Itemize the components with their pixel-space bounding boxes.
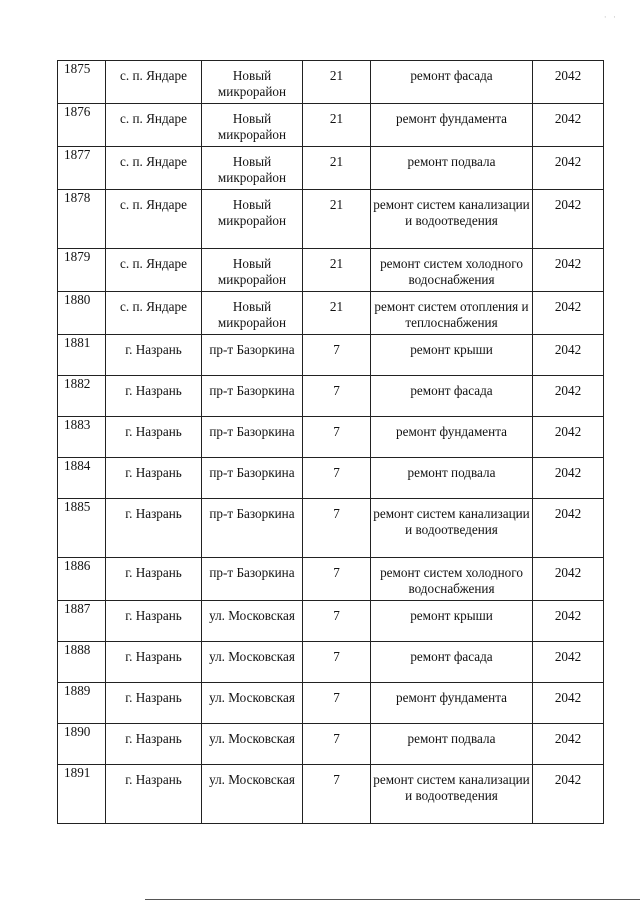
locality-cell (106, 249, 202, 292)
row-number (58, 376, 106, 417)
locality-cell (106, 458, 202, 499)
street-cell (202, 683, 303, 724)
locality-cell (106, 765, 202, 824)
street-cell-text: Новый микрорайон (217, 256, 287, 287)
work-type-cell-text: ремонт фундамента (396, 111, 507, 126)
house-number-cell-text: 7 (333, 342, 340, 357)
repair-schedule-table (57, 60, 604, 824)
street-cell (202, 61, 303, 104)
row-number (58, 601, 106, 642)
street-cell-text: Новый микрорайон (217, 299, 287, 330)
locality-cell-text: г. Назрань (125, 465, 182, 480)
street-cell (202, 104, 303, 147)
year-cell-text: 2042 (554, 731, 582, 746)
house-number-cell (303, 558, 371, 601)
row-number (58, 147, 106, 190)
year-cell-text: 2042 (554, 299, 582, 314)
year-cell-text: 2042 (554, 256, 582, 271)
street-cell (202, 147, 303, 190)
table-row (58, 335, 604, 376)
locality-cell-text: г. Назрань (125, 565, 182, 580)
year-cell (533, 558, 604, 601)
locality-cell (106, 417, 202, 458)
house-number-cell (303, 335, 371, 376)
work-type-cell-text: ремонт подвала (407, 731, 496, 746)
work-type-cell-text: ремонт подвала (407, 154, 496, 169)
house-number-cell (303, 147, 371, 190)
year-cell-text: 2042 (554, 342, 582, 357)
work-type-cell (371, 558, 533, 601)
house-number-cell (303, 683, 371, 724)
work-type-cell-text: ремонт систем отопления и теплоснабжения (374, 299, 529, 330)
work-type-cell (371, 104, 533, 147)
row-number (58, 249, 106, 292)
street-cell-text: ул. Московская (209, 649, 295, 664)
street-cell-text: пр-т Базоркина (209, 506, 295, 521)
row-number (58, 558, 106, 601)
table-row (58, 249, 604, 292)
locality-cell (106, 292, 202, 335)
work-type-cell-text: ремонт фасада (410, 649, 493, 664)
locality-cell (106, 376, 202, 417)
table-row (58, 642, 604, 683)
work-type-cell (371, 765, 533, 824)
row-number (58, 765, 106, 824)
street-cell-text: пр-т Базоркина (209, 465, 295, 480)
locality-cell (106, 601, 202, 642)
street-cell-text: ул. Московская (209, 731, 295, 746)
house-number-cell-text: 21 (329, 154, 344, 169)
locality-cell-text: г. Назрань (125, 383, 182, 398)
street-cell-text: пр-т Базоркина (209, 424, 295, 439)
street-cell (202, 190, 303, 249)
row-number (58, 724, 106, 765)
house-number-cell-text: 7 (333, 731, 340, 746)
house-number-cell-text: 21 (329, 68, 344, 83)
house-number-cell (303, 724, 371, 765)
house-number-cell (303, 190, 371, 249)
locality-cell (106, 190, 202, 249)
house-number-cell-text: 7 (333, 565, 340, 580)
work-type-cell-text: ремонт систем холодного водоснабжения (380, 565, 523, 596)
row-number-text: 1886 (64, 558, 91, 573)
street-cell (202, 376, 303, 417)
street-cell-text: Новый микрорайон (217, 111, 287, 142)
house-number-cell-text: 7 (333, 690, 340, 705)
street-cell (202, 765, 303, 824)
row-number-text: 1889 (64, 683, 91, 698)
work-type-cell (371, 335, 533, 376)
row-number (58, 683, 106, 724)
house-number-cell-text: 21 (329, 299, 344, 314)
house-number-cell (303, 458, 371, 499)
work-type-cell (371, 499, 533, 558)
street-cell-text: ул. Московская (209, 608, 295, 623)
locality-cell-text: с. п. Яндаре (120, 111, 187, 126)
street-cell (202, 417, 303, 458)
house-number-cell-text: 7 (333, 772, 340, 787)
row-number (58, 458, 106, 499)
year-cell (533, 104, 604, 147)
year-cell-text: 2042 (554, 506, 582, 521)
locality-cell-text: с. п. Яндаре (120, 299, 187, 314)
table-row (58, 61, 604, 104)
year-cell-text: 2042 (554, 424, 582, 439)
year-cell-text: 2042 (554, 690, 582, 705)
work-type-cell (371, 724, 533, 765)
locality-cell-text: г. Назрань (125, 608, 182, 623)
house-number-cell-text: 7 (333, 424, 340, 439)
locality-cell-text: г. Назрань (125, 342, 182, 357)
locality-cell-text: с. п. Яндаре (120, 154, 187, 169)
locality-cell (106, 724, 202, 765)
work-type-cell (371, 601, 533, 642)
year-cell-text: 2042 (554, 649, 582, 664)
locality-cell-text: г. Назрань (125, 424, 182, 439)
locality-cell-text: с. п. Яндаре (120, 68, 187, 83)
street-cell-text: пр-т Базоркина (209, 383, 295, 398)
locality-cell-text: г. Назрань (125, 772, 182, 787)
work-type-cell (371, 642, 533, 683)
footer-rule (145, 899, 640, 900)
street-cell (202, 249, 303, 292)
house-number-cell (303, 376, 371, 417)
locality-cell (106, 558, 202, 601)
year-cell (533, 642, 604, 683)
row-number (58, 104, 106, 147)
work-type-cell-text: ремонт фасада (410, 68, 493, 83)
year-cell-text: 2042 (554, 465, 582, 480)
street-cell-text: пр-т Базоркина (209, 342, 295, 357)
table-row (58, 292, 604, 335)
house-number-cell-text: 7 (333, 608, 340, 623)
table-row (58, 601, 604, 642)
table-row (58, 104, 604, 147)
table-row (58, 190, 604, 249)
table-row (58, 558, 604, 601)
house-number-cell (303, 249, 371, 292)
year-cell-text: 2042 (554, 68, 582, 83)
table-row (58, 417, 604, 458)
locality-cell (106, 104, 202, 147)
locality-cell (106, 499, 202, 558)
row-number-text: 1884 (64, 458, 91, 473)
house-number-cell (303, 499, 371, 558)
locality-cell-text: с. п. Яндаре (120, 256, 187, 271)
row-number-text: 1876 (64, 104, 91, 119)
locality-cell (106, 147, 202, 190)
year-cell (533, 376, 604, 417)
row-number-text: 1885 (64, 499, 91, 514)
street-cell-text: ул. Московская (209, 772, 295, 787)
work-type-cell (371, 292, 533, 335)
locality-cell-text: г. Назрань (125, 649, 182, 664)
work-type-cell (371, 417, 533, 458)
table-row (58, 376, 604, 417)
year-cell (533, 601, 604, 642)
year-cell (533, 724, 604, 765)
house-number-cell-text: 21 (329, 197, 344, 212)
year-cell (533, 499, 604, 558)
street-cell-text: пр-т Базоркина (209, 565, 295, 580)
work-type-cell (371, 190, 533, 249)
row-number-text: 1891 (64, 765, 91, 780)
house-number-cell (303, 765, 371, 824)
house-number-cell-text: 21 (329, 111, 344, 126)
year-cell (533, 417, 604, 458)
house-number-cell-text: 7 (333, 465, 340, 480)
table-body (58, 61, 604, 824)
year-cell-text: 2042 (554, 154, 582, 169)
work-type-cell-text: ремонт крыши (410, 342, 493, 357)
row-number (58, 417, 106, 458)
work-type-cell (371, 683, 533, 724)
house-number-cell-text: 21 (329, 256, 344, 271)
row-number-text: 1881 (64, 335, 91, 350)
work-type-cell (371, 249, 533, 292)
year-cell (533, 683, 604, 724)
house-number-cell-text: 7 (333, 506, 340, 521)
row-number (58, 499, 106, 558)
year-cell (533, 190, 604, 249)
year-cell (533, 292, 604, 335)
street-cell-text: Новый микрорайон (217, 154, 287, 185)
table-row (58, 724, 604, 765)
row-number (58, 642, 106, 683)
house-number-cell-text: 7 (333, 383, 340, 398)
year-cell (533, 765, 604, 824)
street-cell (202, 499, 303, 558)
year-cell-text: 2042 (554, 111, 582, 126)
row-number (58, 292, 106, 335)
work-type-cell-text: ремонт подвала (407, 465, 496, 480)
row-number-text: 1887 (64, 601, 91, 616)
row-number-text: 1879 (64, 249, 91, 264)
table-row (58, 683, 604, 724)
street-cell (202, 458, 303, 499)
locality-cell (106, 683, 202, 724)
year-cell (533, 335, 604, 376)
year-cell-text: 2042 (554, 772, 582, 787)
house-number-cell (303, 61, 371, 104)
locality-cell-text: г. Назрань (125, 506, 182, 521)
year-cell-text: 2042 (554, 565, 582, 580)
work-type-cell-text: ремонт крыши (410, 608, 493, 623)
locality-cell (106, 642, 202, 683)
work-type-cell-text: ремонт систем канализации и водоотведения (373, 197, 530, 228)
street-cell (202, 292, 303, 335)
work-type-cell-text: ремонт фундамента (396, 690, 507, 705)
table-row (58, 765, 604, 824)
row-number-text: 1882 (64, 376, 91, 391)
row-number (58, 335, 106, 376)
street-cell (202, 642, 303, 683)
year-cell (533, 458, 604, 499)
house-number-cell (303, 292, 371, 335)
scan-artifact: · · (603, 12, 618, 22)
work-type-cell (371, 458, 533, 499)
work-type-cell-text: ремонт систем канализации и водоотведения (373, 772, 530, 803)
table-row (58, 147, 604, 190)
street-cell (202, 601, 303, 642)
year-cell-text: 2042 (554, 383, 582, 398)
year-cell (533, 249, 604, 292)
row-number (58, 61, 106, 104)
row-number (58, 190, 106, 249)
locality-cell-text: с. п. Яндаре (120, 197, 187, 212)
street-cell (202, 558, 303, 601)
table-row (58, 458, 604, 499)
locality-cell-text: г. Назрань (125, 731, 182, 746)
table-row (58, 499, 604, 558)
street-cell (202, 724, 303, 765)
locality-cell-text: г. Назрань (125, 690, 182, 705)
street-cell-text: ул. Московская (209, 690, 295, 705)
locality-cell (106, 61, 202, 104)
row-number-text: 1875 (64, 61, 91, 76)
year-cell (533, 147, 604, 190)
street-cell-text: Новый микрорайон (217, 68, 287, 99)
work-type-cell (371, 61, 533, 104)
row-number-text: 1888 (64, 642, 91, 657)
row-number-text: 1883 (64, 417, 91, 432)
row-number-text: 1880 (64, 292, 91, 307)
year-cell-text: 2042 (554, 608, 582, 623)
house-number-cell (303, 601, 371, 642)
year-cell-text: 2042 (554, 197, 582, 212)
house-number-cell (303, 417, 371, 458)
row-number-text: 1890 (64, 724, 91, 739)
row-number-text: 1878 (64, 190, 91, 205)
locality-cell (106, 335, 202, 376)
work-type-cell-text: ремонт систем холодного водоснабжения (380, 256, 523, 287)
year-cell (533, 61, 604, 104)
work-type-cell-text: ремонт фасада (410, 383, 493, 398)
house-number-cell (303, 104, 371, 147)
house-number-cell (303, 642, 371, 683)
work-type-cell (371, 147, 533, 190)
work-type-cell (371, 376, 533, 417)
house-number-cell-text: 7 (333, 649, 340, 664)
work-type-cell-text: ремонт фундамента (396, 424, 507, 439)
street-cell (202, 335, 303, 376)
row-number-text: 1877 (64, 147, 91, 162)
work-type-cell-text: ремонт систем канализации и водоотведения (373, 506, 530, 537)
street-cell-text: Новый микрорайон (217, 197, 287, 228)
